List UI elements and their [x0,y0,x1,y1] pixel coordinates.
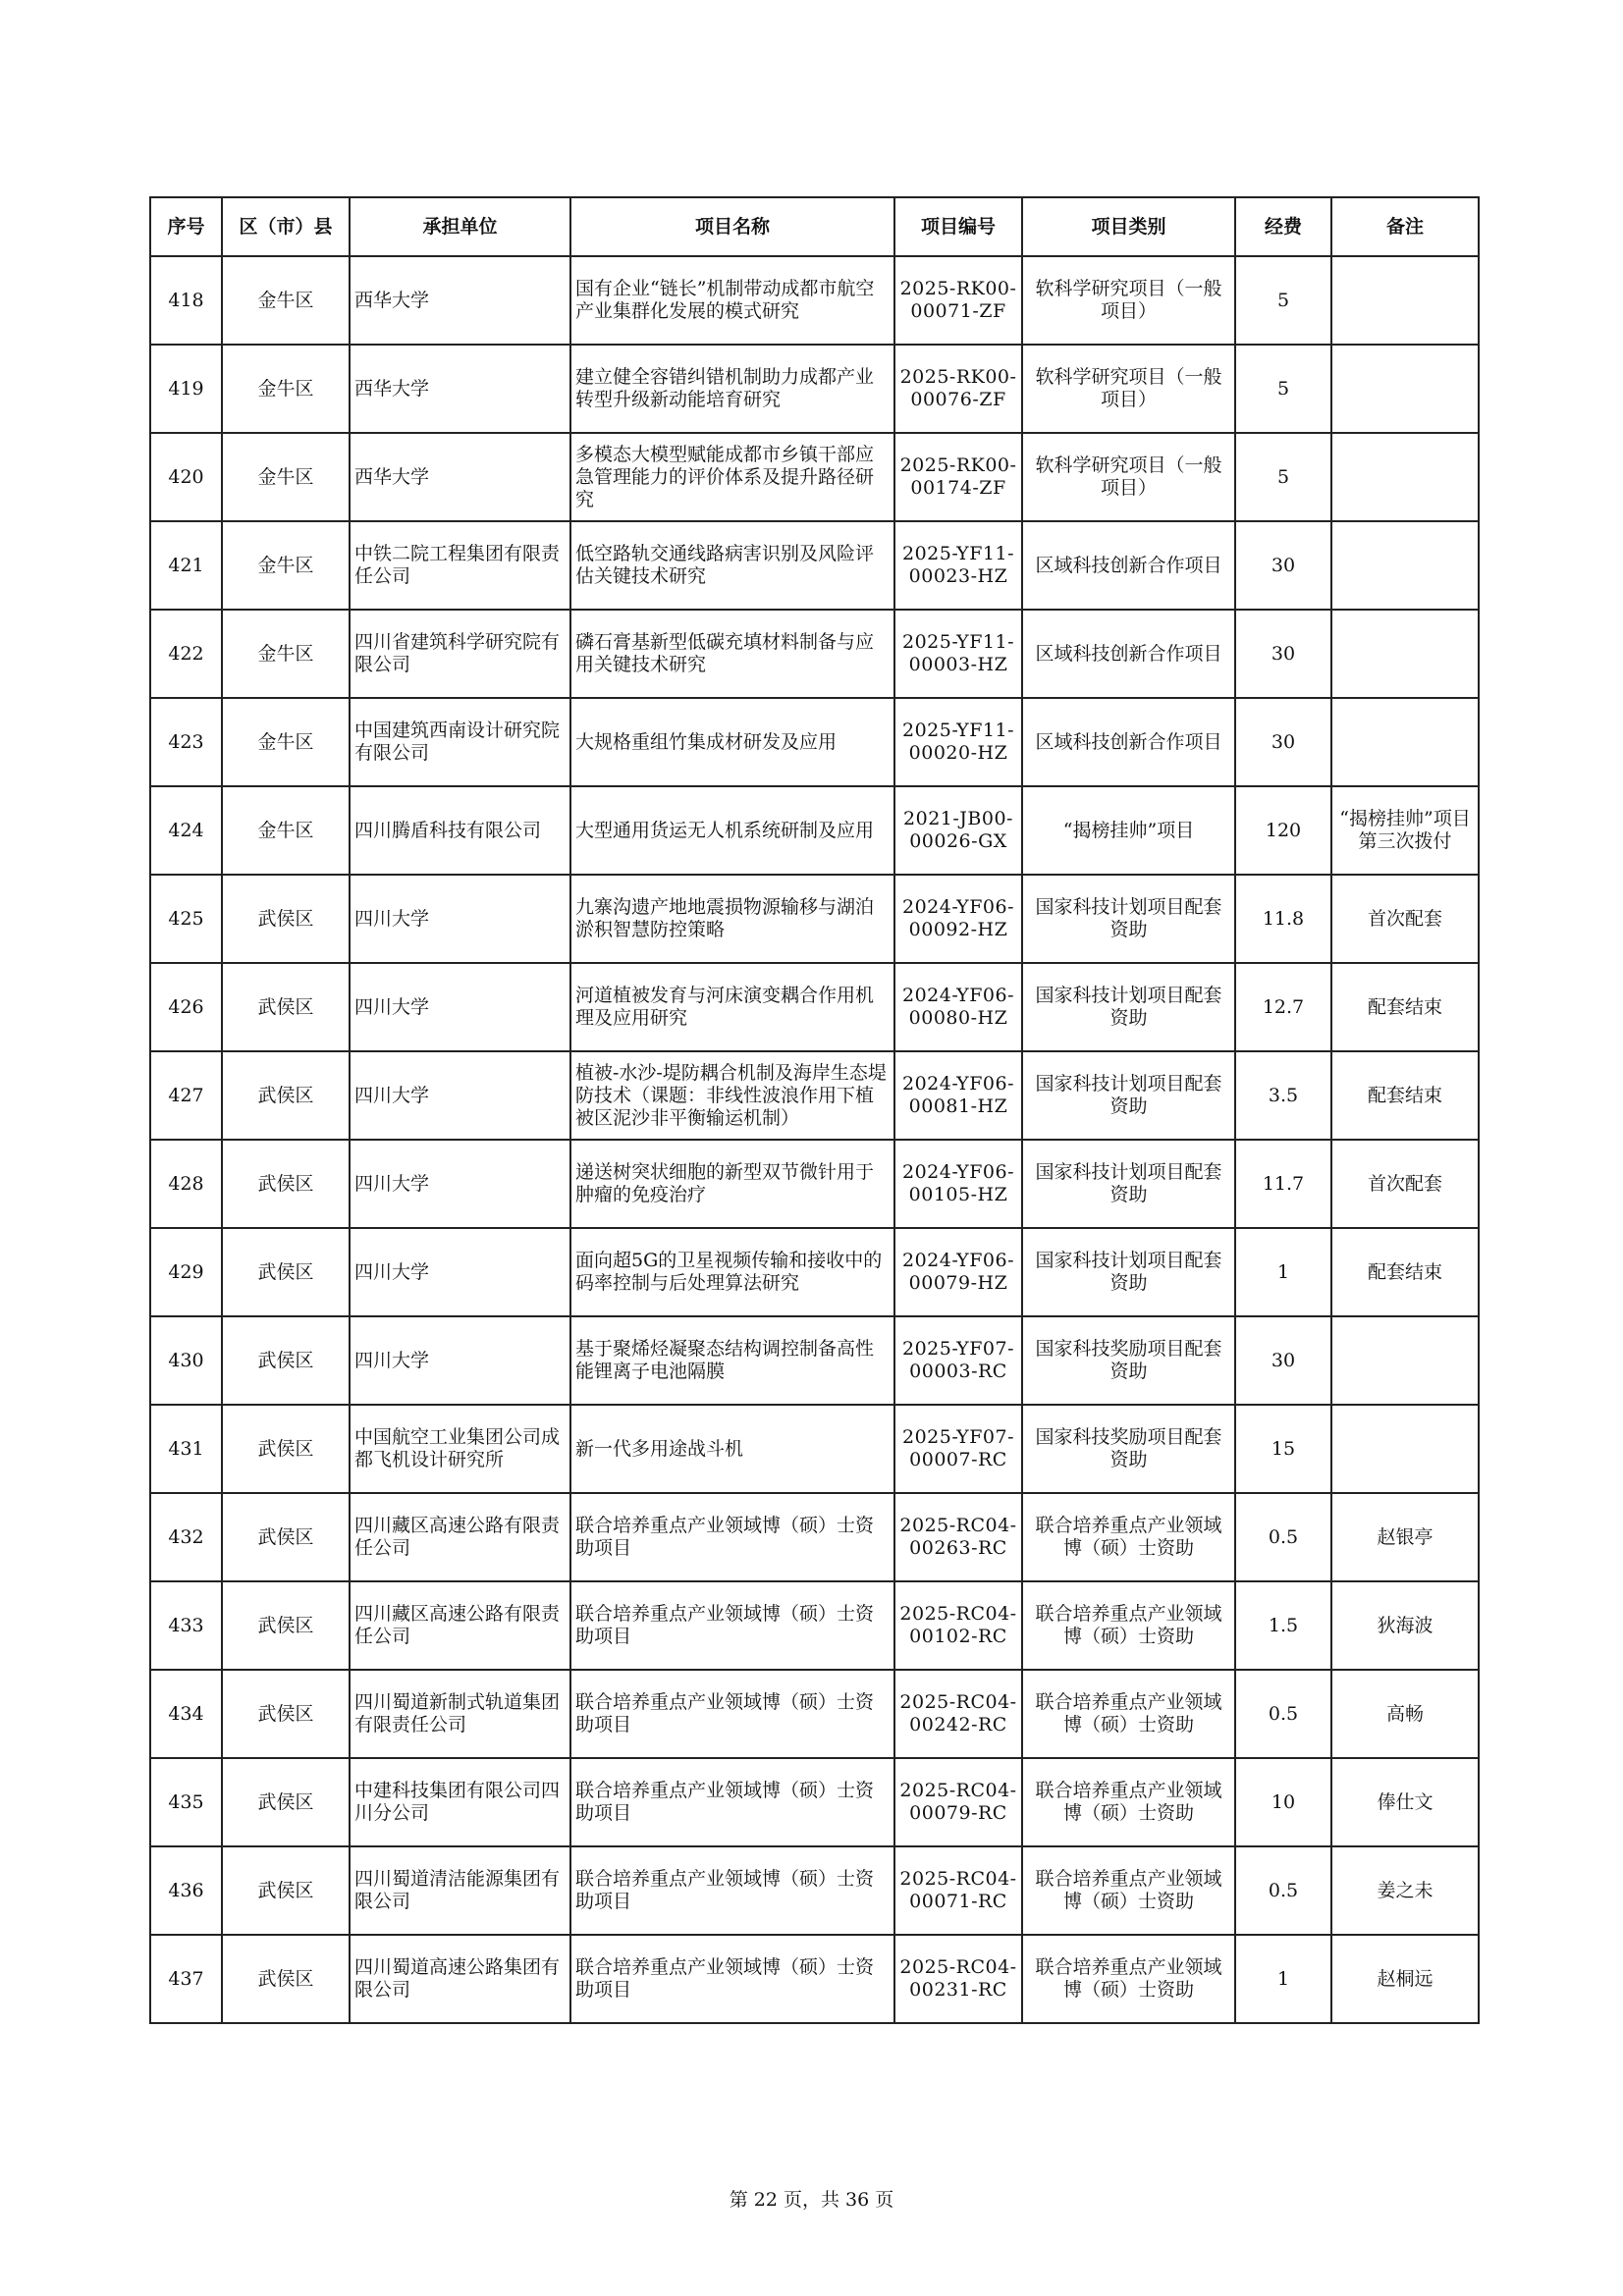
project-category-cell: 联合培养重点产业领域博（硕）士资助 [1022,1581,1235,1670]
project-category-cell: 国家科技计划项目配套资助 [1022,875,1235,963]
district-cell: 武侯区 [222,963,350,1051]
project-code-cell: 2021-JB00-00026-GX [894,786,1022,875]
project-code-cell: 2024-YF06-00081-HZ [894,1051,1022,1140]
row-number: 433 [150,1581,222,1670]
unit-cell: 西华大学 [350,433,570,521]
row-number: 432 [150,1493,222,1581]
district-cell: 武侯区 [222,875,350,963]
remark-cell [1331,521,1479,610]
district-cell: 武侯区 [222,1051,350,1140]
district-cell: 武侯区 [222,1228,350,1316]
project-category-cell: 软科学研究项目（一般项目） [1022,256,1235,345]
project-name-cell: 大型通用货运无人机系统研制及应用 [570,786,894,875]
project-code-cell: 2025-RC04-00231-RC [894,1935,1022,2023]
column-header: 经费 [1235,197,1331,256]
column-header: 承担单位 [350,197,570,256]
project-code-cell: 2025-YF11-00023-HZ [894,521,1022,610]
district-cell: 金牛区 [222,256,350,345]
unit-cell: 四川藏区高速公路有限责任公司 [350,1581,570,1670]
remark-cell: 姜之未 [1331,1846,1479,1935]
project-name-cell: 九寨沟遗产地地震损物源输移与湖泊淤积智慧防控策略 [570,875,894,963]
unit-cell: 四川蜀道清洁能源集团有限公司 [350,1846,570,1935]
funding-cell: 30 [1235,521,1331,610]
project-code-cell: 2024-YF06-00092-HZ [894,875,1022,963]
table-header-row [150,197,1479,256]
funding-cell: 0.5 [1235,1493,1331,1581]
table-row [150,786,1479,875]
district-cell: 金牛区 [222,433,350,521]
project-name-cell: 大规格重组竹集成材研发及应用 [570,698,894,786]
project-category-cell: 区域科技创新合作项目 [1022,698,1235,786]
funding-cell: 12.7 [1235,963,1331,1051]
unit-cell: 四川蜀道新制式轨道集团有限责任公司 [350,1670,570,1758]
project-code-cell: 2025-RC04-00102-RC [894,1581,1022,1670]
table-row [150,1935,1479,2023]
remark-cell: 配套结束 [1331,1228,1479,1316]
remark-cell: 配套结束 [1331,1051,1479,1140]
unit-cell: 四川藏区高速公路有限责任公司 [350,1493,570,1581]
funding-cell: 30 [1235,698,1331,786]
column-header: 备注 [1331,197,1479,256]
table-body [150,256,1479,2023]
project-name-cell: 联合培养重点产业领域博（硕）士资助项目 [570,1935,894,2023]
project-name-cell: 联合培养重点产业领域博（硕）士资助项目 [570,1670,894,1758]
funding-cell: 5 [1235,345,1331,433]
unit-cell: 四川蜀道高速公路集团有限公司 [350,1935,570,2023]
remark-cell: 配套结束 [1331,963,1479,1051]
project-code-cell: 2025-YF11-00020-HZ [894,698,1022,786]
project-code-cell: 2025-RC04-00079-RC [894,1758,1022,1846]
column-header: 项目名称 [570,197,894,256]
table-row [150,1758,1479,1846]
project-category-cell: 联合培养重点产业领域博（硕）士资助 [1022,1758,1235,1846]
row-number: 418 [150,256,222,345]
district-cell: 武侯区 [222,1670,350,1758]
remark-cell: 首次配套 [1331,875,1479,963]
remark-cell [1331,345,1479,433]
funding-cell: 1.5 [1235,1581,1331,1670]
project-code-cell: 2025-YF07-00003-RC [894,1316,1022,1405]
remark-cell [1331,1405,1479,1493]
remark-cell [1331,433,1479,521]
project-category-cell: 联合培养重点产业领域博（硕）士资助 [1022,1935,1235,2023]
unit-cell: 中建科技集团有限公司四川分公司 [350,1758,570,1846]
project-name-cell: 国有企业“链长”机制带动成都市航空产业集群化发展的模式研究 [570,256,894,345]
table-row [150,256,1479,345]
project-name-cell: 河道植被发育与河床演变耦合作用机理及应用研究 [570,963,894,1051]
funding-cell: 0.5 [1235,1670,1331,1758]
project-code-cell: 2025-RK00-00071-ZF [894,256,1022,345]
remark-cell [1331,256,1479,345]
row-number: 420 [150,433,222,521]
project-category-cell: “揭榜挂帅”项目 [1022,786,1235,875]
project-name-cell: 联合培养重点产业领域博（硕）士资助项目 [570,1846,894,1935]
project-category-cell: 国家科技计划项目配套资助 [1022,963,1235,1051]
remark-cell: 狄海波 [1331,1581,1479,1670]
remark-cell [1331,1316,1479,1405]
unit-cell: 中国建筑西南设计研究院有限公司 [350,698,570,786]
project-code-cell: 2024-YF06-00105-HZ [894,1140,1022,1228]
column-header: 项目编号 [894,197,1022,256]
district-cell: 金牛区 [222,521,350,610]
remark-cell [1331,698,1479,786]
row-number: 429 [150,1228,222,1316]
table-row [150,345,1479,433]
project-category-cell: 国家科技奖励项目配套资助 [1022,1405,1235,1493]
project-name-cell: 低空路轨交通线路病害识别及风险评估关键技术研究 [570,521,894,610]
row-number: 437 [150,1935,222,2023]
table-row [150,1846,1479,1935]
funding-cell: 5 [1235,433,1331,521]
project-name-cell: 植被-水沙-堤防耦合机制及海岸生态堤防技术（课题：非线性波浪作用下植被区泥沙非平衡输运机制） [570,1051,894,1140]
unit-cell: 西华大学 [350,256,570,345]
project-category-cell: 软科学研究项目（一般项目） [1022,433,1235,521]
table-row [150,963,1479,1051]
row-number: 428 [150,1140,222,1228]
district-cell: 武侯区 [222,1140,350,1228]
project-code-cell: 2025-RC04-00071-RC [894,1846,1022,1935]
project-code-cell: 2025-RK00-00076-ZF [894,345,1022,433]
project-code-cell: 2024-YF06-00080-HZ [894,963,1022,1051]
column-header: 序号 [150,197,222,256]
table-row [150,1670,1479,1758]
row-number: 435 [150,1758,222,1846]
table-row [150,433,1479,521]
funding-cell: 10 [1235,1758,1331,1846]
funding-cell: 0.5 [1235,1846,1331,1935]
project-name-cell: 联合培养重点产业领域博（硕）士资助项目 [570,1493,894,1581]
funding-cell: 1 [1235,1228,1331,1316]
table-row [150,698,1479,786]
district-cell: 武侯区 [222,1758,350,1846]
table-row [150,610,1479,698]
column-header: 区（市）县 [222,197,350,256]
remark-cell: 赵银亭 [1331,1493,1479,1581]
project-category-cell: 联合培养重点产业领域博（硕）士资助 [1022,1670,1235,1758]
unit-cell: 中铁二院工程集团有限责任公司 [350,521,570,610]
district-cell: 武侯区 [222,1493,350,1581]
row-number: 430 [150,1316,222,1405]
unit-cell: 四川省建筑科学研究院有限公司 [350,610,570,698]
unit-cell: 西华大学 [350,345,570,433]
row-number: 426 [150,963,222,1051]
row-number: 424 [150,786,222,875]
unit-cell: 四川大学 [350,875,570,963]
remark-cell: 首次配套 [1331,1140,1479,1228]
project-category-cell: 联合培养重点产业领域博（硕）士资助 [1022,1846,1235,1935]
project-category-cell: 区域科技创新合作项目 [1022,610,1235,698]
unit-cell: 四川大学 [350,963,570,1051]
table-row [150,1493,1479,1581]
row-number: 425 [150,875,222,963]
project-name-cell: 基于聚烯烃凝聚态结构调控制备高性能锂离子电池隔膜 [570,1316,894,1405]
project-name-cell: 面向超5G的卫星视频传输和接收中的码率控制与后处理算法研究 [570,1228,894,1316]
district-cell: 金牛区 [222,698,350,786]
funding-cell: 3.5 [1235,1051,1331,1140]
project-category-cell: 国家科技计划项目配套资助 [1022,1051,1235,1140]
row-number: 423 [150,698,222,786]
district-cell: 武侯区 [222,1581,350,1670]
row-number: 431 [150,1405,222,1493]
project-name-cell: 多模态大模型赋能成都市乡镇干部应急管理能力的评价体系及提升路径研究 [570,433,894,521]
funding-cell: 5 [1235,256,1331,345]
project-code-cell: 2025-YF11-00003-HZ [894,610,1022,698]
project-category-cell: 联合培养重点产业领域博（硕）士资助 [1022,1493,1235,1581]
table-row [150,1140,1479,1228]
project-name-cell: 新一代多用途战斗机 [570,1405,894,1493]
district-cell: 武侯区 [222,1846,350,1935]
project-name-cell: 联合培养重点产业领域博（硕）士资助项目 [570,1758,894,1846]
project-name-cell: 建立健全容错纠错机制助力成都产业转型升级新动能培育研究 [570,345,894,433]
project-code-cell: 2025-RC04-00263-RC [894,1493,1022,1581]
remark-cell: “揭榜挂帅”项目第三次拨付 [1331,786,1479,875]
project-name-cell: 磷石膏基新型低碳充填材料制备与应用关键技术研究 [570,610,894,698]
unit-cell: 四川大学 [350,1051,570,1140]
district-cell: 金牛区 [222,345,350,433]
unit-cell: 中国航空工业集团公司成都飞机设计研究所 [350,1405,570,1493]
row-number: 436 [150,1846,222,1935]
unit-cell: 四川大学 [350,1140,570,1228]
project-code-cell: 2025-RC04-00242-RC [894,1670,1022,1758]
remark-cell [1331,610,1479,698]
funding-cell: 11.8 [1235,875,1331,963]
funding-cell: 120 [1235,786,1331,875]
row-number: 427 [150,1051,222,1140]
district-cell: 武侯区 [222,1935,350,2023]
row-number: 421 [150,521,222,610]
project-category-cell: 国家科技计划项目配套资助 [1022,1228,1235,1316]
project-category-cell: 国家科技奖励项目配套资助 [1022,1316,1235,1405]
column-header: 项目类别 [1022,197,1235,256]
remark-cell: 俸仕文 [1331,1758,1479,1846]
district-cell: 金牛区 [222,786,350,875]
project-table [149,196,1480,2024]
project-category-cell: 区域科技创新合作项目 [1022,521,1235,610]
table-row [150,875,1479,963]
table-row [150,1051,1479,1140]
project-category-cell: 国家科技计划项目配套资助 [1022,1140,1235,1228]
unit-cell: 四川大学 [350,1228,570,1316]
district-cell: 武侯区 [222,1405,350,1493]
page-footer: 第 22 页，共 36 页 [729,2189,894,2211]
table-row [150,1316,1479,1405]
project-name-cell: 联合培养重点产业领域博（硕）士资助项目 [570,1581,894,1670]
project-code-cell: 2025-YF07-00007-RC [894,1405,1022,1493]
table-row [150,1581,1479,1670]
project-code-cell: 2025-RK00-00174-ZF [894,433,1022,521]
funding-cell: 15 [1235,1405,1331,1493]
row-number: 419 [150,345,222,433]
table-row [150,1228,1479,1316]
remark-cell: 赵桐远 [1331,1935,1479,2023]
funding-cell: 1 [1235,1935,1331,2023]
remark-cell: 高畅 [1331,1670,1479,1758]
unit-cell: 四川腾盾科技有限公司 [350,786,570,875]
district-cell: 武侯区 [222,1316,350,1405]
district-cell: 金牛区 [222,610,350,698]
unit-cell: 四川大学 [350,1316,570,1405]
project-name-cell: 递送树突状细胞的新型双节微针用于肿瘤的免疫治疗 [570,1140,894,1228]
row-number: 434 [150,1670,222,1758]
funding-cell: 11.7 [1235,1140,1331,1228]
row-number: 422 [150,610,222,698]
table-row [150,521,1479,610]
project-code-cell: 2024-YF06-00079-HZ [894,1228,1022,1316]
funding-cell: 30 [1235,1316,1331,1405]
project-category-cell: 软科学研究项目（一般项目） [1022,345,1235,433]
funding-cell: 30 [1235,610,1331,698]
table-row [150,1405,1479,1493]
